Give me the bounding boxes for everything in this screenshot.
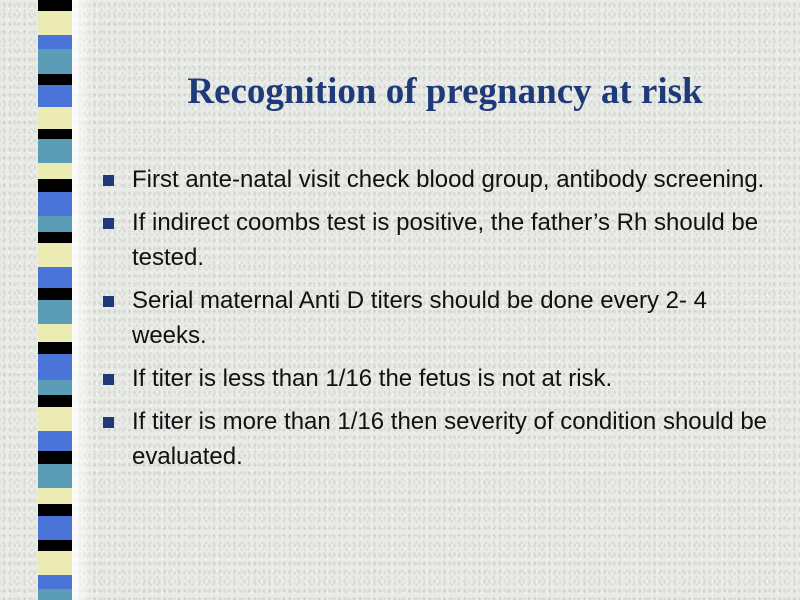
stripe-segment xyxy=(38,216,72,232)
stripe-segment xyxy=(38,139,72,163)
stripe-segment xyxy=(38,516,72,540)
stripe-segment xyxy=(38,49,72,74)
stripe-segment xyxy=(38,354,72,380)
stripe-segment xyxy=(38,163,72,179)
bullet-text: If titer is more than 1/16 then severity of condition should be evaluated. xyxy=(132,408,768,470)
bullet-text: If indirect coombs test is positive, the father’s Rh should be tested. xyxy=(132,209,759,271)
stripe-segment xyxy=(38,192,72,216)
stripe-segment xyxy=(38,488,72,504)
stripe-highlight xyxy=(72,0,94,600)
bullet-item xyxy=(100,404,780,474)
stripe-segment xyxy=(38,11,72,35)
decorative-stripe-bar xyxy=(38,0,72,600)
bullet-text: First ante-natal visit check blood group, antibody screening. xyxy=(132,166,765,193)
bullet-item xyxy=(100,283,780,353)
stripe-segment xyxy=(38,451,72,464)
stripe-segment xyxy=(38,504,72,516)
stripe-segment xyxy=(38,267,72,288)
stripe-segment xyxy=(38,575,72,589)
square-bullet-icon xyxy=(103,218,114,229)
square-bullet-icon xyxy=(103,374,114,385)
stripe-segment xyxy=(38,551,72,575)
stripe-segment xyxy=(38,232,72,243)
stripe-segment xyxy=(38,395,72,407)
stripe-segment xyxy=(38,342,72,354)
square-bullet-icon xyxy=(103,417,114,428)
stripe-segment xyxy=(38,464,72,488)
stripe-segment xyxy=(38,85,72,107)
stripe-segment xyxy=(38,380,72,395)
bullet-list xyxy=(100,162,780,482)
stripe-segment xyxy=(38,74,72,85)
square-bullet-icon xyxy=(103,296,114,307)
bullet-item xyxy=(100,162,780,197)
bullet-item xyxy=(100,361,780,396)
stripe-segment xyxy=(38,179,72,192)
stripe-segment xyxy=(38,589,72,600)
stripe-segment xyxy=(38,129,72,139)
stripe-segment xyxy=(38,243,72,267)
stripe-segment xyxy=(38,407,72,431)
stripe-segment xyxy=(38,35,72,49)
stripe-segment xyxy=(38,288,72,300)
bullet-text: If titer is less than 1/16 the fetus is not at risk. xyxy=(132,365,613,392)
stripe-segment xyxy=(38,324,72,342)
stripe-segment xyxy=(38,540,72,551)
stripe-segment xyxy=(38,431,72,451)
stripe-segment xyxy=(38,300,72,324)
bullet-item xyxy=(100,205,780,275)
stripe-segment xyxy=(38,107,72,129)
square-bullet-icon xyxy=(103,175,114,186)
slide-title: Recognition of pregnancy at risk xyxy=(187,71,703,112)
stripe-segment xyxy=(38,0,72,11)
bullet-text: Serial maternal Anti D titers should be done every 2- 4 weeks. xyxy=(132,287,707,349)
